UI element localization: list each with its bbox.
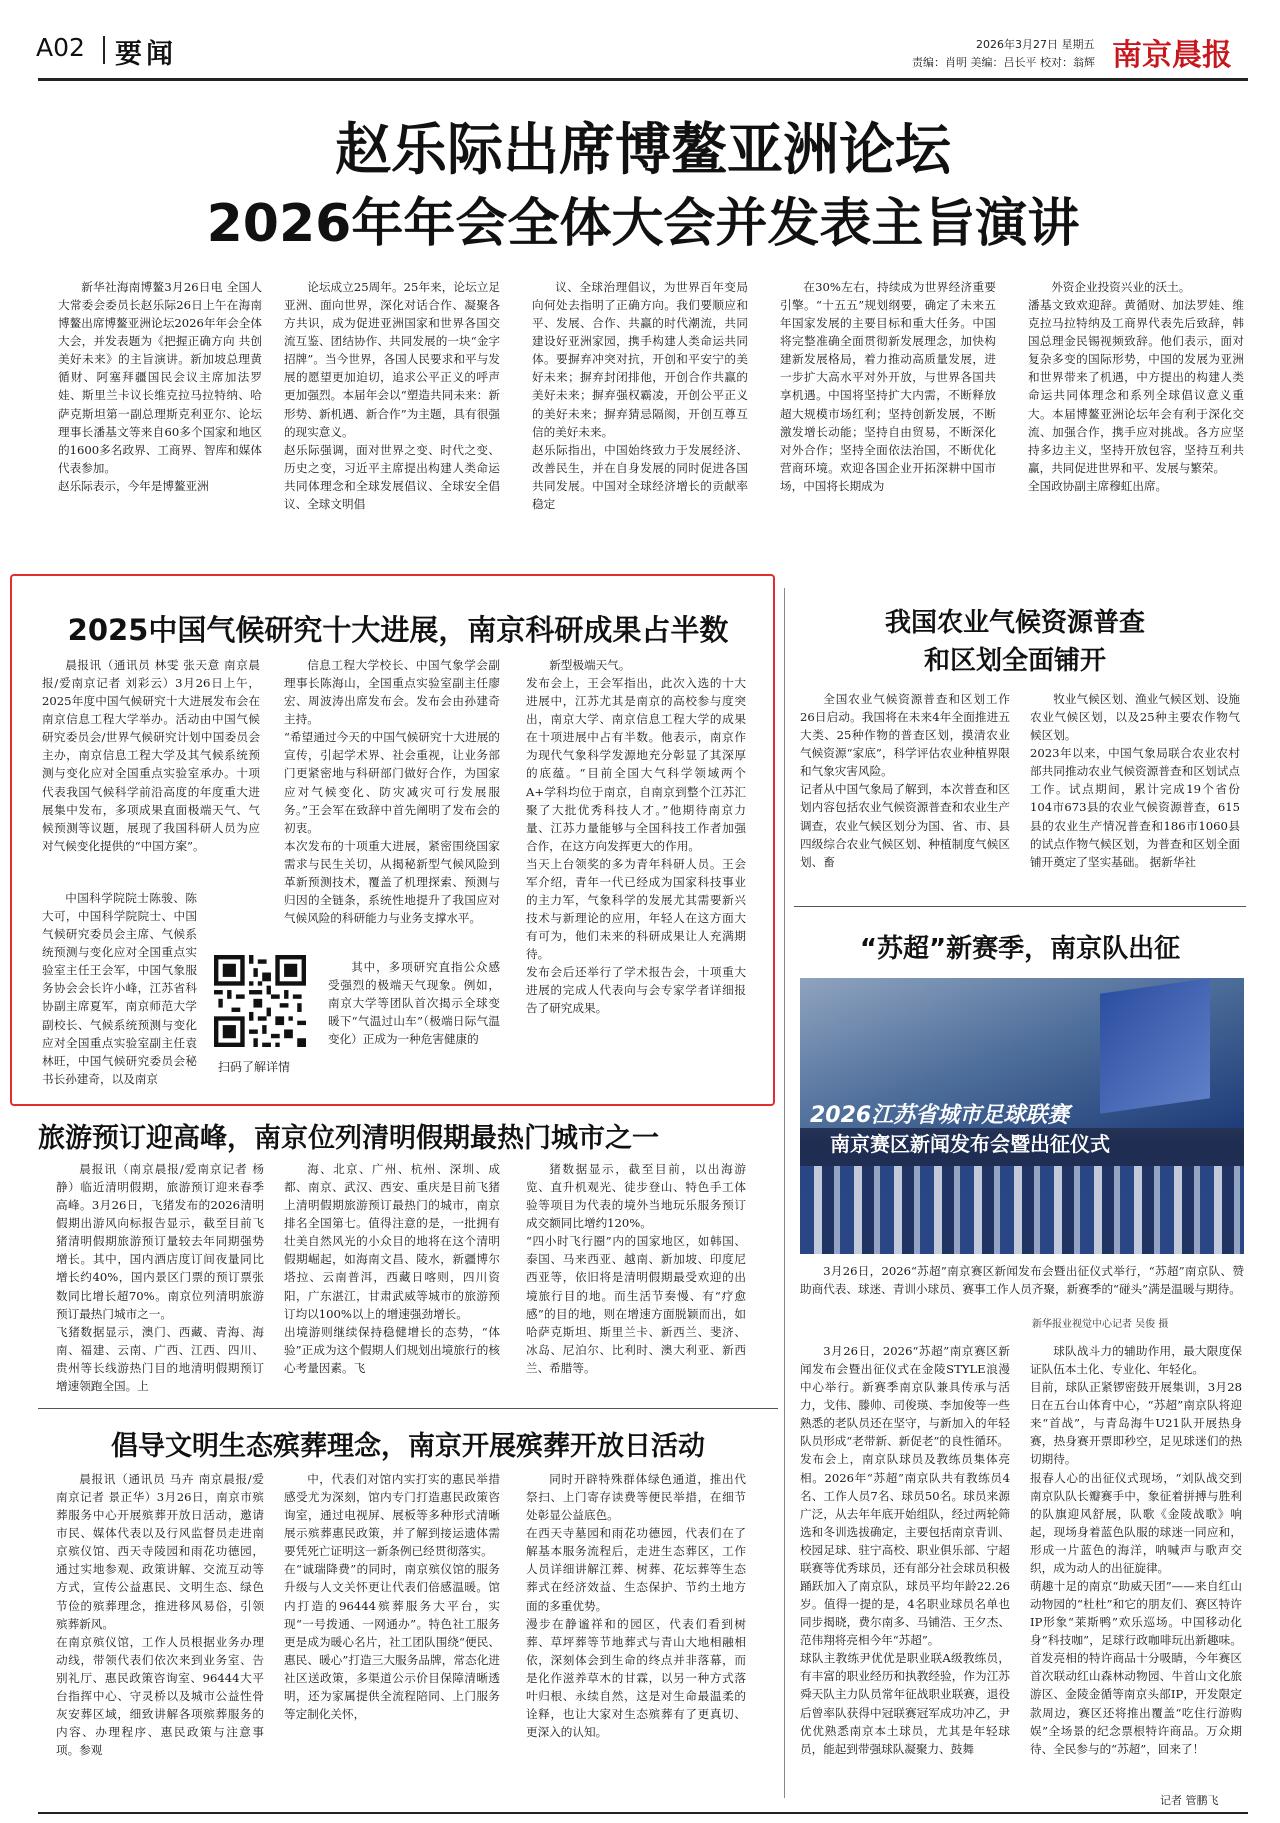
climate-column-2a: 信息工程大学校长、中国气象学会副理事长陈海山，全国重点实验室副主任廖宏、周波涛出席发布会。发布会由孙建奇主持。 “希望通过今天的中国气候研究十大进展的宣传，引起学术界、社会重视，让业务部门更紧密地与科研部门做好合作，为国家应对气候变化、防灾减灾可行发展服务。”王会军在致辞中首先阐明了发布会的初衷。 本次发布的十项重大进展，紧密围绕国家需求与民生关切，从揭秘新型气候风险到革新预测技术，覆盖了机理探索、预测与归因的全链条，系统性地提升了我国应对气候风险的科研能力与业务支撑水平。 — [284, 658, 500, 926]
climate-column-1b: 中国科学院院士陈骏、陈大可，中国科学院院士、中国气候研究委员会主席、气候系统预测与变化应对全国重点实验室主任王会军，中国气象服务协会会长许小峰，江苏省科协副主席夏军，南京师范大学副校长、气候系统预测与变化应对全国重点实验室副主任袁林旺，中国气候研究委员会秘书长孙建奇，以及南京 — [42, 891, 197, 1086]
climate-column-2b: 其中，多项研究直指公众感受强烈的极端天气现象。例如，南京大学等团队首次揭示全球变暖下“气温过山车”（极端日际气温变化）正成为一种危害健康的 — [328, 960, 500, 1047]
travel-column-1: 晨报讯（南京晨报/爱南京记者 杨静）临近清明假期，旅游预订迎来春季高峰。3月26日，飞猪发布的2026清明假期出游风向标报告显示，截至目前飞猪清明假期旅游预订量较去年同期强势增长。其中，国内酒店度订间夜量同比增长约40%，国内景区门票的预订票张数同比增长超70%。南京位列清明旅游预订最热门城市之一。 飞猪数据显示，澳门、西藏、青海、海南、福建、云南、广西、江西、四川、贵州等长线游热门目的地清明假期预订增速领跑全国。上 — [56, 1162, 264, 1393]
masthead-divider — [103, 36, 105, 64]
section-name: 要闻 — [115, 39, 177, 70]
agri-headline-line2: 和区划全面铺开 — [923, 646, 1106, 676]
suchao-column-1: 3月26日，2026“苏超”南京赛区新闻发布会暨出征仪式在金陵STYLE浪漫中心举行。新赛季南京队兼具传承与活力，戈伟、滕帅、司俊瑛、李加俊等一些熟悉的老队员还在坚守，与新加入的年轻队员形成“老带新、新促老”的良性循环。 发布会上，南京队球员及教练员集体亮相。2026年“苏超”南京队共有教练员4名、工作人员7名、球员50名。球员来源广泛，从去年年底开始组队，经过两轮筛选和冬训选拔确定，主要包括南京青训、校园足球、驻宁高校、职业俱乐部、宁超联赛等优秀球员，还有部分社会球员积极踊跃加入了南京队，球员平均年龄22.26岁。值得一提的是，4名职业球员名单也同步揭晓，费尔南多、马铺浩、王夕杰、范伟翔将亮相今年“苏超”。 球队主教练尹优优是职业联A级教练员，有丰富的职业经历和执教经验，作为江苏舜天队主力队员常年征战职业联赛，退役后曾率队获得中冠联赛冠军成功冲乙，尹优优熟悉南京本土球员，尤其是年轻球员，能起到带强球队凝聚力、鼓舞 — [800, 1344, 1010, 1756]
travel-headline: 旅游预订迎高峰，南京位列清明假期最热门城市之一 — [38, 1123, 659, 1154]
lead-headline-line1: 赵乐际出席博鳌亚洲论坛 — [335, 118, 951, 183]
agri-headline-line1: 我国农业气候资源普查 — [884, 608, 1145, 638]
photo-crowd — [800, 1166, 1244, 1254]
qr-code-graphic — [214, 955, 306, 1047]
funeral-column-1: 晨报讯（通讯员 马卉 南京晨报/爱南京记者 景正华）3月26日，南京市殡葬服务中心开展殡葬开放日活动，邀请市民、媒体代表以及行风监督员走进南京殡仪馆、西天寺陵园和雨花功德园，通过实地参观、政策讲解、交流互动等方式，宣传公益惠民、文明生态、绿色节俭的殡葬理念，推进移风易俗，引领殡葬新风。 在南京殡仪馆，工作人员根据业务办理动线，带领代表们依次来到业务室、告别礼厅、惠民政策咨询室、96444大平台指挥中心、守灵桥以及城市公益性骨灰安葬区域，细致讲解各项殡葬服务的内容、办理程序、惠民政策与注意事项。参观 — [56, 1472, 264, 1758]
agri-column-1: 全国农业气候资源普查和区划工作26日启动。我国将在未来4年全面推进五大类、25种作物的普查区划，摸清农业气候资源“家底”，科学评估农业种植界限和气象灾害风险。 记者从中国气象局了解到，本次普查和区划内容包括农业气候资源普查和农业生产调查，农业气候区划分为国、省、市、县四级综合农业气候区划、种植制度气候区划、畜 — [800, 692, 1010, 869]
lead-headline — [38, 118, 1248, 260]
suchao-photo-credit: 新华报业视觉中心记者 吴俊 摄 — [1032, 1319, 1169, 1330]
lead-column-4: 在30%左右，持续成为世界经济重要引擎。“十五五”规划纲要，确定了未来五年国家发展的主要目标和重大任务。中国将完整准确全面贯彻新发展理念，加快构建新发展格局，着力推动高质量发展，进一步扩大高水平对外开放，与世界各国共享机遇。中国将坚持扩大内需，不断释放超大规模市场红利；坚持创新发展，不断激发增长动能；坚持自由贸易，不断深化对外合作；坚持全面依法治国，不断优化营商环境。欢迎各国企业开拓深耕中国市场，中国将长期成为 — [780, 280, 996, 493]
funeral-column-3: 同时开辟特殊群体绿色通道，推出代祭扫、上门寄存读费等便民举措，在细节处彰显公益底色。 在西天寺墓园和雨花功德园，代表们在了解基本服务流程后，走进生态葬区，工作人员详细讲解江葬、树葬、花坛葬等生态葬式在经济效益、生态保护、节约土地方面的多重优势。 漫步在静谧祥和的园区，代表们看到树葬、草坪葬等节地葬式与青山大地相融相依，深刻体会到生命的终点并非落幕，而是化作滋养草木的甘霖，以另一种方式落叶归根、永续自然，这是对生命最温柔的诠释，也让大家对生态殡葬有了更真切、更深入的认知。 — [526, 1472, 746, 1740]
masthead-rule — [38, 78, 1248, 81]
travel-divider — [38, 1408, 778, 1409]
suchao-photo — [800, 978, 1244, 1254]
lead-headline-line2: 2026年年会全体大会并发表主旨演讲 — [206, 194, 1080, 254]
bottom-rule — [38, 1812, 1248, 1814]
climate-headline: 2025中国气候研究十大进展，南京科研成果占半数 — [67, 613, 729, 647]
suchao-column-2: 球队战斗力的辅助作用，最大限度保证队伍本土化、专业化、年轻化。 目前，球队正紧锣密鼓开展集训，3月28日在五台山体育中心，“苏超”南京队将迎来“首战”，与青岛海牛U21队开展热身赛，热身赛开票即秒空，足见球迷们的热切期待。 报春人心的出征仪式现场，“刘队战交到南京队队长瓣赛手中，象征着拼搏与胜利的队旗迎风舒展，队歌《金陵战歌》响起，现场身着蓝色队服的球迷一同应和，形成一片蓝色的海洋，呐喊声与歌声交织，成为动人的出征旋律。 萌趣十足的南京“助威天团”——来自红山动物园的“杜杜”和它的朋友们、赛区特许IP形象“莱斯鸭”欢乐巡场。中国移动化身“科技咖”，足球行政咖啡玩出新趣味。首发亮相的特许商品十分吸睛，今年赛区首次联动红山森林动物园、牛首山文化旅游区、金陵金循等南京头部IP，开发限定款周边，赛区还将推出覆盖“吃住行游购娱”全场景的纪念票根特许商品。万众期待、全民参与的“苏超”，回来了！ — [1030, 1344, 1242, 1756]
lead-column-5: 外资企业投资兴业的沃土。 潘基文致欢迎辞。黄循财、加法罗娃、维克拉马拉特纳及工商界代表先后致辞，韩国总理金民锡视频致辞。他们表示，面对复杂多变的国际形势，中国的发展为亚洲和世界带来了机遇，中方提出的构建人类命运共同体理念和系列全球倡议意义重大。本届博鳌亚洲论坛年会有利于深化交流、加强合作，携手应对挑战。各方应坚持多边主义，坚持开放包容，坚持互利共赢，共同促进世界和平、发展与繁荣。 全国政协副主席穆虹出席。 — [1028, 280, 1244, 493]
climate-column-3: 新型极端天气。 发布会上，王会军指出，此次入选的十大进展中，江苏尤其是南京的高校参与度突出，南京大学、南京信息工程大学的成果在十项进展中占有半数。他表示，南京作为现代气象科学发源地充分彰显了其深厚的底蕴。“目前全国大气科学领域两个A+学科均位于南京，自南京到整个江苏汇聚了大批优秀科技人才。”他期待南京力量、江苏力量能够与全国科技工作者加强合作，在这方向发挥更大的作用。 当天上台领奖的多为青年科研人员。王会军介绍，青年一代已经成为国家科技事业的主力军，气象科学的发展尤其需要新兴技术与新理论的应用，年轻人在这方面大有可为，他们未来的科研成果让人充满期待。 发布会后还举行了学术报告会，十项重大进展的完成人代表向与会专家学者详细报告了研究成果。 — [526, 658, 746, 1016]
lead-column-3: 议、全球治理倡议，为世界百年变局向何处去指明了正确方向。我们要顺应和平、发展、合作、共赢的时代潮流，共同建设好亚洲家园，携手构建人类命运共同体。要摒弃冲突对抗，开创和平安宁的美好未来；摒弃封闭排他，开创合作共赢的美好未来；摒弃强权霸凌，开创公平正义的美好未来；摒弃猜忌隔阂，开创互尊互信的美好未来。 赵乐际指出，中国始终致力于发展经济、改善民生，并在自身发展的同时促进各国共同发展。中国对全球经济增长的贡献率稳定 — [532, 280, 748, 511]
qr-caption: 扫码了解详情 — [218, 1060, 291, 1074]
lead-column-1: 新华社海南博鳌3月26日电 全国人大常委会委员长赵乐际26日上午在海南博鳌出席博鳌亚洲论坛2026年年会全体大会，并发表题为《把握正确方向 共创美好未来》的主旨演讲。新加坡总理黄循财、阿塞拜疆国民会议主席加法罗娃、斯里兰卡议长维克拉马拉特纳、哈萨克斯坦第一副总理斯克利亚尔、论坛理事长潘基文等来自60多个国家和地区的1600多名政界、工商界、智库和媒体代表参加。 赵乐际表示，今年是博鳌亚洲 — [58, 280, 262, 493]
issue-date: 2026年3月27日 星期五 — [976, 38, 1095, 51]
suchao-byline: 记者 管鹏飞 — [1160, 1794, 1219, 1807]
climate-column-1a: 晨报讯（通讯员 林雯 张天意 南京晨报/爱南京记者 刘彩云）3月26日上午，2025年度中国气候研究十大进展发布会在南京信息工程大学举办。活动由中国气候研究委员会/世界气候研究计划中国委员会主办，南京信息工程大学及其气候系统预测与变化应对全国重点实验室承办。十项代表我国气候科学前沿高度的年度重大进展集中发布，多项成果直面极端天气、气候预测等议题，展现了我国科研人员为应对气候变化提供的“中国方案”。 — [42, 658, 260, 853]
suchao-headline: “苏超”新赛季，南京队出征 — [859, 934, 1181, 964]
qr-code[interactable] — [214, 955, 306, 1047]
funeral-headline: 倡导文明生态殡葬理念，南京开展殡葬开放日活动 — [111, 1431, 705, 1462]
photo-flag — [1100, 978, 1210, 1113]
editor-credits: 责编：肖明 美编：吕长平 校对：翁辉 — [912, 56, 1095, 69]
vertical-rule — [784, 588, 785, 1798]
page-number: A02 — [36, 33, 85, 62]
lead-column-2: 论坛成立25周年。25年来，论坛立足亚洲、面向世界，深化对话合作、凝聚各方共识，成为促进亚洲国家和世界各国交流互鉴、团结协作、共同发展的一块“金字招牌”。当今世界，各国人民要求和平与发展的愿望更加迫切，追求公平正义的呼声更加强烈。本届年会以“塑造共同未来：新形势、新机遇、新合作”为主题，具有很强的现实意义。 赵乐际强调，面对世界之变、时代之变、历史之变，习近平主席提出构建人类命运共同体理念和全球发展倡议、全球安全倡议、全球文明倡 — [284, 280, 500, 511]
photo-banner-line2: 南京赛区新闻发布会暨出征仪式 — [830, 1132, 1110, 1156]
travel-column-2: 海、北京、广州、杭州、深圳、成都、南京、武汉、西安、重庆是目前飞猪上清明假期旅游预订最热门的城市，南京排名全国第七。值得注意的是，一批拥有壮美自然风光的小众目的地将在这个清明假期崛起，如海南文昌、陵水，新疆博尔塔拉、云南普洱，西藏日喀则，四川资阳，广东湛江，甘肃武威等城市的旅游预订均以100%以上的增速强劲增长。 出境游则继续保持稳健增长的态势，“体验”正成为这个假期人们规划出境旅行的核心考量因素。飞 — [284, 1162, 500, 1375]
agri-column-2: 牧业气候区划、渔业气候区划、设施农业气候区划，以及25种主要农作物气候区划。 2023年以来，中国气象局联合农业农村部共同推动农业气候资源普查和区划试点工作。试点期间，累计完成19个省份104市673县的农业气候资源普查，615县的农业生产情况普查和186市1060县的试点作物气候区划，为普查和区划全面铺开奠定了坚实基础。 据新华社 — [1030, 692, 1240, 869]
suchao-photo-caption: 3月26日，2026“苏超”南京赛区新闻发布会暨出征仪式举行，“苏超”南京队、赞助商代表、球迷、青训小球员、赛事工作人员齐聚，新赛季的“碰头”满是温暖与期待。 — [800, 1264, 1244, 1297]
paper-logo: 南京晨报 — [1112, 38, 1232, 73]
funeral-column-2: 中，代表们对馆内实打实的惠民举措感受尤为深刻，馆内专门打造惠民政策咨询室，通过电视屏、展板等多种形式清晰展示殡葬惠民政策，并了解到接运遗体需要凭死亡证明这一新条例已经贯彻落实。 在“诚瑞降费”的同时，南京殡仪馆的服务升级与人文关怀更让代表们倍感温暖。馆内打造的96444殡葬服务大平台，实现“一号拨通、一网通办”。特色社工服务更是成为暖心名片，社工团队围绕“便民、惠民、暖心”打造三大服务品牌，常态化进社区送政策，多渠道公示价目保障清晰透明，还为家属提供全流程陪同、上门服务等定制化关怀， — [284, 1472, 500, 1722]
agri-divider — [794, 906, 1246, 907]
agri-headline — [790, 604, 1240, 680]
travel-column-3: 猪数据显示，截至目前，以出海游览、直升机观光、徒步登山、特色手工体验等项目为代表的境外当地玩乐服务预订成交额同比增约120%。 “四小时飞行圈”内的国家地区，如韩国、泰国、马来西亚、越南、新加坡、印度尼西亚等，依旧将是清明假期最受欢迎的出境旅行目的地。而生活节奏慢、有“疗愈感”的目的地，则在增速方面脱颖而出，如哈萨克斯坦、斯里兰卡、新西兰、斐济、冰岛、尼泊尔、比利时、澳大利亚、新西兰、希腊等。 — [526, 1162, 746, 1375]
photo-banner-line1: 2026江苏省城市足球联赛 — [810, 1103, 1070, 1128]
